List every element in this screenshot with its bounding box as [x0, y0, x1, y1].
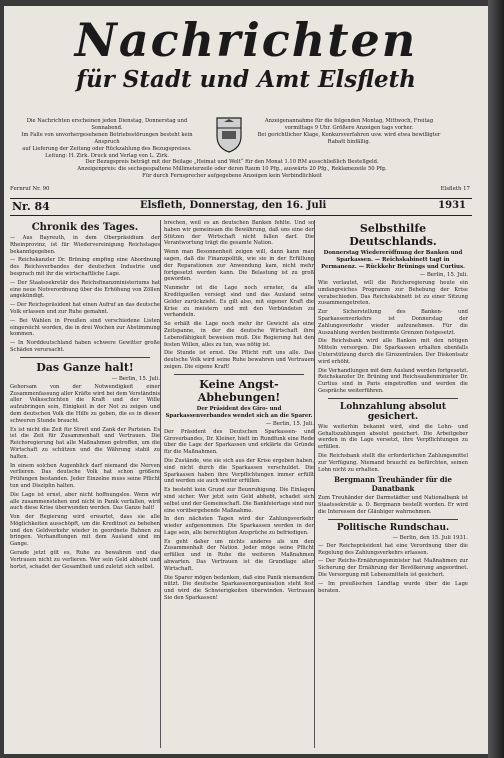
article-paragraph: Zur Sicherstellung des Banken- und Sparkassenverkehrs ist Donnerstag der Zahlungsverkehr wieder aufzunehmen. Für die Auszahlung werden bestimmte Grenzen festgesetzt.	[318, 309, 468, 336]
article-paragraph: Gehorsam von der Notwendigkeit einer Zusammenfassung aller Kräfte wird bei dem Verständnis aller Volksschichten die Kraft und der Wille aufzubringen sein, Einigkeit in der Not zu zeigen und dem deutschen Volk die Hilfe zu geben, die es in dieser schweren Stunde braucht.	[10, 383, 160, 424]
article-paragraph: — Bei Wahlen in Preußen sind verschiedene Listen eingereicht worden, die in drei Wochen zur Abstimmung kommen.	[10, 317, 160, 338]
headline: Lohnzahlung absolut gesichert.	[339, 401, 447, 422]
headline: Chronik des Tages.	[31, 222, 139, 233]
book-spine	[488, 0, 504, 758]
column-2	[164, 220, 314, 748]
dateline	[10, 198, 472, 216]
article-paragraph: — Aus Bayreuth, in dem Oberpräsidium der Rheinprovinz, ist für Wiedervereinigung Reichstages bekanntgegeben.	[10, 235, 160, 255]
article-paragraph: Es ist nicht die Zeit für Streit und Zank der Parteien. Es ist die Zeit für Zusammenhalt und Vertrauen. Die Reichsregierung hat alle Maßnahmen getroffen, um die Wirtschaft zu schützen und die Währung stabil zu halten.	[10, 426, 160, 460]
article-paragraph: — Im preußischen Landtag wurde über die Lage beraten.	[318, 580, 468, 594]
headline: Bergmann Treuhänder für die Danatbank	[334, 475, 452, 494]
headline: Das Ganze halt!	[36, 360, 134, 374]
publication-info	[14, 118, 200, 160]
headline: Politische Rundschau.	[336, 522, 450, 533]
headline: Selbsthilfe Deutschlands.	[349, 222, 437, 248]
advertising-info	[256, 118, 442, 146]
subheadline: Der Präsident des Giro- und Sparkassenverbandes wendet sich an die Sparer.	[165, 405, 313, 419]
notice-line: Anzeigenpreis: die sechsgespaltene Millimeterzeile oder deren Raum 10 Pfg., auswärts 20 Pfg., Reklamezeile 50 Pfg.	[77, 166, 387, 172]
article-paragraph: — Der Reichspräsident hat einen Aufruf an das deutsche Volk erlassen und zur Ruhe gemahnt.	[10, 302, 160, 315]
article-paragraph: In einem solchen Augenblick darf niemand die Nerven verlieren. Das deutsche Volk hat schon größere Prüfungen bestanden. Jeder Einzelne muss seine Pflicht tun und Disziplin halten.	[10, 462, 160, 489]
info-line: Anzeigenannahme für die folgenden Montag, Mittwoch, Freitag vormittags 9 Uhr. Größere Anzeigen tags vorher.	[264, 118, 434, 131]
byline: — Berlin, 15. Juli.	[265, 420, 314, 427]
article-paragraph: — Der Staatssekretär des Reichsfinanzministeriums hat eine neue Notverordnung über die Erhöhung von Zöllen angekündigt.	[10, 279, 160, 300]
article-paragraph: Zum Treuhänder der Darmstädter und Nationalbank ist Staatssekretär a. D. Bergmann bestellt worden. Er wird die Interessen der Gläubiger wahrnehmen.	[318, 495, 468, 515]
phone-right: Elsfleth 17	[440, 186, 470, 192]
issue-number: Nr. 84	[12, 200, 50, 213]
info-line: auf Lieferung der Zeitung oder Rückzahlung des Bezugspreises.	[22, 146, 192, 152]
column-3	[318, 220, 468, 748]
article-paragraph: In den nächsten Tagen wird der Zahlungsverkehr wieder aufgenommen. Die Sparkassen werden in der Lage sein, alle berechtigten Ansprüche zu befriedigen.	[164, 516, 314, 536]
article-paragraph: — Reichskanzler Dr. Brüning empfing eine Abordnung des Reichsverbandes der deutschen Industrie und besprach mit ihr die wirtschaftliche Lage.	[10, 257, 160, 277]
info-line: Im Falle von unvorhergesehenen Betriebsstörungen besteht kein Anspruch	[21, 132, 193, 145]
article-paragraph: Von der Regierung wird erwartet, dass sie alle Möglichkeiten ausschöpft, um die Kreditnot zu beheben und den Geldverkehr wieder in geordnete Bahnen zu bringen. Verhandlungen mit dem Ausland sind im Gange.	[10, 514, 160, 548]
byline: — Berlin, 15. Juli.	[111, 375, 160, 382]
article-paragraph: Die Reichsbank wird alle Banken mit den nötigen Mitteln versorgen. Die Sparkassen erhalten ebenfalls Unterstützung durch die Girozentralen. Der Diskontsatz wird erhöht.	[318, 338, 468, 365]
masthead-subtitle: für Stadt und Amt Elsfleth	[76, 66, 416, 93]
divider	[20, 357, 150, 358]
article-paragraph: — Der Reichs-Ernährungsminister hat Maßnahmen zur Sicherung der Ernährung der Bevölkerung angeordnet. Die Versorgung mit Lebensmitteln ist gesichert.	[318, 558, 468, 578]
column-1	[10, 220, 160, 748]
divider	[328, 519, 458, 520]
article-paragraph: So erhält die Lage noch mehr ihr Gewicht als eine Zeitspanne, in der die deutsche Wirtschaft ihre Lebensfähigkeit beweisen muß. Die Regierung hat den festen Willen, alles zu tun, was nötig ist.	[164, 321, 314, 348]
info-line: Die Nachrichten erscheinen jeden Dienstag, Donnerstag und Sonnabend.	[26, 118, 188, 131]
subheadline: Donnerstag Wiedereröffnung der Banken und Sparkassen. — Reichskabinett tagt in Permanenz. — Rückkehr Brünings und Curtius.	[321, 250, 465, 270]
article-paragraph: Gerade jetzt gilt es, Ruhe zu bewahren und das Vertrauen nicht zu verlieren. Wer sein Geld abhebt und hortet, schadet der Gesamtheit und zuletzt sich selbst.	[10, 550, 160, 570]
phone-line	[10, 183, 470, 195]
issue-date: Elsfleth, Donnerstag, den 16. Juli	[140, 200, 327, 211]
notice-line: Der Bezugspreis beträgt mit der Beilage „Heimat und Welt“ für den Monat 1.10 RM ausschließlich Bestellgeld.	[85, 159, 379, 165]
article-paragraph: brechen, weil es an deutschen Banken fehlte. Und so haben wir gemeinsam die Bewährung, daß uns eine der Stützen der Wirtschaft nicht fallen darf. Die Verantwortung trägt die gesamte Nation.	[164, 220, 314, 247]
issue-year: 1931	[438, 200, 466, 211]
masthead-title: Nachrichten	[74, 13, 418, 67]
column-divider	[160, 220, 161, 748]
divider	[174, 374, 304, 375]
headline: Keine Angst-Abhebungen!	[197, 377, 281, 404]
article-paragraph: Wenn man Besonnenheit zeigen will, dann kann man sagen, daß die Finanzpolitik, wie sie in der Erfüllung der Reparationen zur Anwendung kam, nicht mehr fortgesetzt werden kann. Die Belastung ist zu groß geworden.	[164, 249, 314, 283]
article-paragraph: Die Verhandlungen mit dem Ausland werden fortgesetzt. Reichskanzler Dr. Brüning und Reichsaußenminister Dr. Curtius sind in Paris eingetroffen und werden die Gespräche weiterführen.	[318, 367, 468, 394]
article-paragraph: Der Präsident des Deutschen Sparkassen- und Giroverbandes, Dr. Kleiner, hielt im Rundfunk eine Rede über die Lage der Sparkassen und erklärte die Gründe für die Maßnahmen.	[164, 428, 314, 456]
article-paragraph: Nunmehr ist die Lage noch ernster, da alle Kreditquellen versiegt sind und das Ausland seine Gelder zurückzieht. Es gilt also, mit eigener Kraft die Krise zu meistern und mit den Verbündeten zu verhandeln.	[164, 285, 314, 319]
article-paragraph: Wie verlautet, will die Reichsregierung heute ein umfangreiches Programm zur Behebung der Krise verabschieden. Das Reichskabinett ist zu einer Sitzung zusammengetreten.	[318, 280, 468, 307]
article-paragraph: — In Norddeutschland haben schwere Gewitter große Schäden verursacht.	[10, 340, 160, 353]
subscription-notice	[64, 159, 400, 180]
article-paragraph: Es geht daher um nichts anderes als um den Zusammenhalt der Nation. Jeder möge seine Pflicht erfüllen und in Ruhe die weiteren Maßnahmen abwarten. Das Vertrauen ist die Grundlage aller Wirtschaft.	[164, 538, 314, 572]
byline: — Berlin, 15. Juli.	[419, 272, 468, 278]
article-paragraph: Die Lage ist ernst, aber nicht hoffnungslos. Wenn wir alle zusammenstehen und nicht in Panik verfallen, wird auch diese Krise überwunden werden. Das Ganze halt!	[10, 491, 160, 512]
article-paragraph: Es besteht kein Grund zur Beunruhigung. Die Einlagen sind sicher. Wer jetzt sein Geld abhebt, schadet sich selbst und der Gemeinschaft. Die Bankfeiertage sind nur eine vorübergehende Maßnahme.	[164, 487, 314, 514]
info-line: Bei gerichtlicher Klage, Konkursverfahren usw. wird etwa bewilligter Rabatt hinfällig.	[257, 132, 441, 145]
divider	[328, 398, 458, 399]
newspaper-page	[4, 6, 488, 754]
column-divider	[314, 220, 315, 748]
info-line: Leitung: H. Zirk. Druck und Verlag von L. Zirk.	[45, 153, 169, 159]
notice-line: Für durch Fernsprecher aufgegebene Anzeigen kein Verbindlichkeit	[142, 173, 322, 179]
article-paragraph: Die Sparer mögen bedenken, daß eine Panik niemandem nützt. Die deutsche Sparkassenorganisation steht fest und wird die Schwierigkeiten überwinden. Vertrauen Sie den Sparkassen!	[164, 574, 314, 602]
byline: — Berlin, den 15. Juli 1931.	[392, 534, 468, 541]
coat-of-arms-icon	[214, 114, 244, 154]
article-paragraph: Wie weiterhin bekannt wird, sind die Lohn- und Gehaltszahlungen absolut gesichert. Die Arbeitgeber werden in die Lage versetzt, ihre Verpflichtungen zu erfüllen.	[318, 423, 468, 451]
article-paragraph: — Der Reichspräsident hat eine Verordnung über die Regelung des Zahlungsverkehrs erlassen.	[318, 542, 468, 556]
article-paragraph: Die Zustände, wie sie sich aus der Krise ergeben haben, sind nicht durch die Sparkassen verschuldet. Die Sparkassen haben ihre Verpflichtungen immer erfüllt und werden sie auch weiter erfüllen.	[164, 457, 314, 485]
article-paragraph: Die Reichsbank stellt die erforderlichen Zahlungsmittel zur Verfügung. Niemand braucht zu befürchten, seinen Lohn nicht zu erhalten.	[318, 452, 468, 473]
masthead	[4, 14, 488, 94]
phone-left: Fernruf Nr. 90	[10, 186, 50, 192]
article-paragraph: Die Stunde ist ernst. Die Pflicht ruft uns alle. Das deutsche Volk wird seine Ruhe bewahren und Vertrauen zeigen. Die eigene Kraft!	[164, 350, 314, 370]
